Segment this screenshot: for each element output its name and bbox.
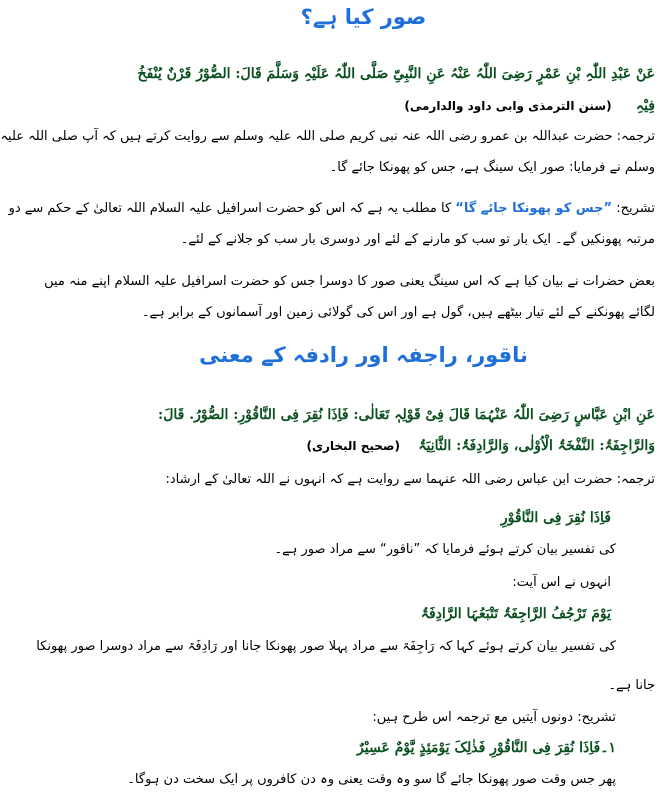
quranic-verse-item: ۱۔فَاِذَا نُقِرَ فِی النَّاقُوْرِ فَذٰلِکَ یَوْمَئِذٍ یَّوْمٌ عَسِیْرٌ [357,740,616,756]
explanation-line: جانا ہے۔ [608,678,655,693]
explanation-line: کی تفسیر بیان کرتے ہوئے فرمایا کہ ”ناقور“ سے مراد صور ہے۔ [274,542,616,557]
translation-line: وسلم نے فرمایا: صور ایک سینگ ہے، جس کو پھونکا جائے گا۔ [329,160,655,175]
quranic-verse: فَاِذَا نُقِرَ فِی النَّاقُوْرِ [500,510,611,526]
explanation-line: مرتبہ پھونکیں گے۔ ایک بار تو سب کو مارنے کے لئے اور دوسری بار سب کو جلانے کے لئے۔ [180,232,655,247]
hadith-arabic-fragment: وَالرَّاجِفَۃُ: النَّفْخَۃُ الْاُوْلٰی، وَالرَّادِفَۃُ: الثَّانِیَۃُ [418,438,655,454]
explanation-line: بعض حضرات نے بیان کیا ہے کہ اس سینگ یعنی صور کا دوسرا جس کو حضرت اسرافیل علیہ السلام اپنے منہ میں [44,274,655,289]
translation-line: ترجمہ: حضرت عبداللہ بن عمرو رضی اللہ عنہ نبی کریم صلی اللہ علیہ وسلم سے روایت کرتے ہیں کہ آپ صلی اللہ علیہ [0,129,655,144]
hadith-arabic-line: عَنْ عَبْدِ اللّٰہِ بْنِ عَمْرٍ رَضِیَ اللّٰہُ عَنْہُ عَنِ النَّبِیِّ صَلَّی اللّٰہُ عَلَیْہِ وَسَلَّمَ قَالَ: الصُّوْرُ قَرْنٌ یُنْفَخُ [137,66,655,82]
hadith-arabic-line-2 [72,436,655,458]
explanation-text: کا مطلب یہ ہے کہ اس کو حضرت اسرافیل علیہ السلام اللہ تعالیٰ کے حکم سے دو [8,201,456,216]
explanation-line: لگائے پھونکنے کے لئے تیار بیٹھے ہیں، گول ہے اور اس کی گولائی زمین اور آسمانوں کے برابر ہے۔ [141,305,655,320]
hadith-arabic-line: عَنِ ابْنِ عَبَّاسٍ رَضِیَ اللّٰہُ عَنْہُمَا قَالَ فِیْ قَوْلِہٖ تَعَالٰی: فَاِذَا نُقِرَ فِی النَّاقُوْرِ: الصُّوْرُ. قَالَ: [158,407,655,423]
section-heading-what-is-sur: صور کیا ہے؟ [300,5,427,29]
explanation-line: کی تفسیر بیان کرتے ہوئے کہا کہ رَاجِفَۃ سے مراد پہلا صور پھونکا جانا اور رَادِفَۃ سے مراد دوسرا صور پھونکا [36,639,616,654]
explanation-line: انہوں نے اس آیت: [512,575,611,590]
translation-line: ترجمہ: حضرت ابن عباس رضی اللہ عنہما سے روایت ہے کہ انہوں نے اللہ تعالیٰ کے ارشاد: [165,472,655,487]
explanation-prefix: تشریح: [612,201,655,216]
explanation-quote: ”جس کو پھونکا جائے گا“ [455,201,613,216]
section-heading-naqoor-meaning: ناقور، راجفہ اور رادفہ کے معنی [199,343,528,367]
quranic-verse: یَوْمَ تَرْجُفُ الرَّاجِفَۃُ تَتْبَعُہَا الرَّادِفَۃُ [420,606,611,622]
verse-translation: پھر جس وقت صور پھونکا جائے گا سو وہ وقت یعنی وہ دن کافروں پر ایک سخت دن ہوگا۔ [127,772,616,787]
hadith-arabic-line-2 [72,96,655,118]
hadith-arabic-fragment: فِیْہِ [635,98,655,114]
explanation-line [8,199,655,221]
hadith-reference: (صحیح البخاری) [306,439,400,453]
explanation-line: تشریح: دونوں آیتیں مع ترجمہ اس طرح ہیں: [372,710,616,725]
hadith-reference: (سنن الترمذی وابی داود والدارمی) [404,99,612,113]
